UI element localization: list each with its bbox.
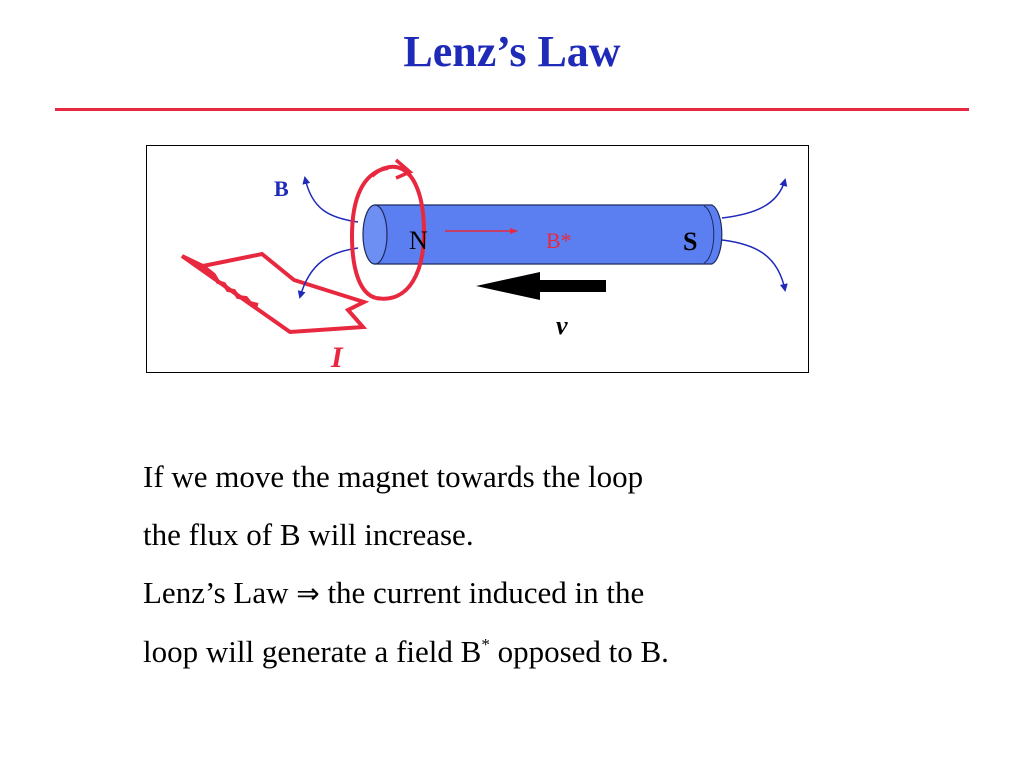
text-line-3-end: the current induced in the <box>319 575 645 610</box>
induced-field-label: B* <box>546 228 572 253</box>
text-line-4 <box>143 623 903 681</box>
text-line-2: the flux of B will increase. <box>143 517 474 552</box>
field-label-b: B <box>274 176 289 201</box>
text-line-1: If we move the magnet towards the loop <box>143 459 644 494</box>
loop-lead-wire <box>182 254 364 332</box>
current-label: I <box>331 341 343 374</box>
field-line-n-upper <box>305 178 358 222</box>
field-line-s-upper <box>722 180 785 218</box>
pole-label-s: S <box>683 227 698 256</box>
velocity-label: v <box>556 311 568 340</box>
text-line-3-start: Lenz’s Law <box>143 575 297 610</box>
text-line-3 <box>143 564 903 623</box>
star-superscript: * <box>481 635 490 654</box>
velocity-arrow <box>476 272 606 300</box>
slide-title: Lenz’s Law <box>403 27 621 76</box>
resistor-zigzag <box>203 266 258 305</box>
magnet-n-end <box>363 205 387 264</box>
pole-label-n: N <box>409 226 428 255</box>
field-line-s-lower <box>722 240 785 290</box>
implies-symbol: ⇒ <box>296 577 320 610</box>
explanation-text <box>143 448 903 681</box>
text-line-4-end: opposed to B. <box>489 634 669 669</box>
text-line-4-start: loop will generate a field B <box>143 634 482 669</box>
